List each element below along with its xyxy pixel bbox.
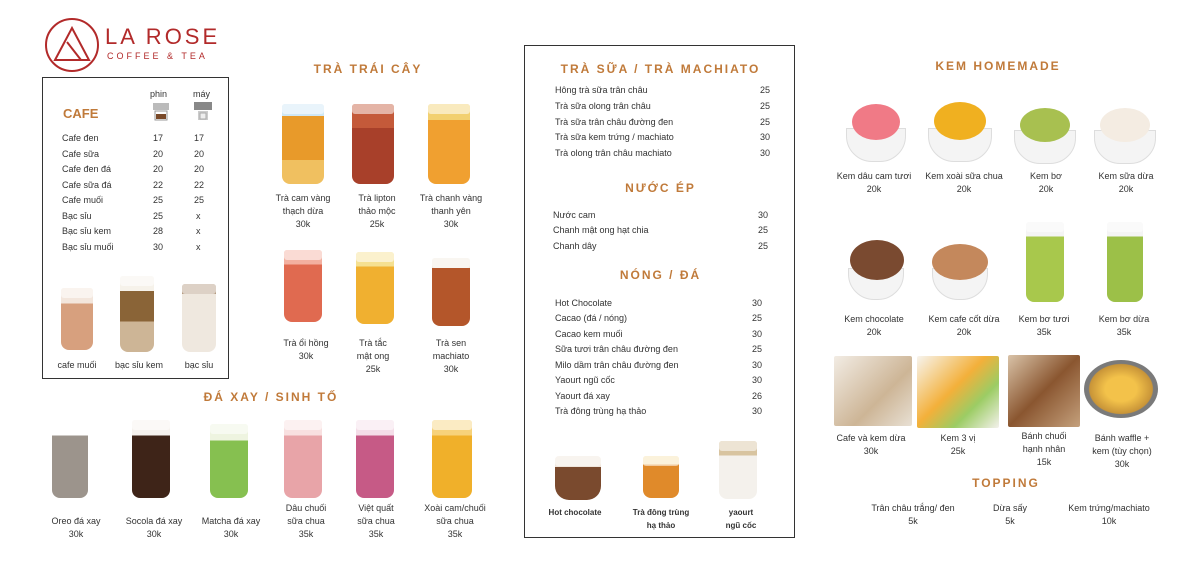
cafe-section [42, 77, 229, 379]
tra-tac-photo [356, 252, 394, 324]
banh-chuoi-photo [1008, 355, 1080, 427]
menu-row: Hông trà sữa trân châu 25 [555, 85, 770, 95]
menu-row: Cacao kem muối 30 [555, 329, 762, 339]
tra-chanh-vang-photo [428, 104, 470, 184]
da-xay-title: ĐÁ XAY / SINH TỐ [203, 390, 339, 404]
kem-item: Kem bơ 20k [1030, 171, 1062, 194]
kem-title: KEM HOMEMADE [935, 59, 1061, 73]
cafe-row: Bạc sỉu kem 28 x [62, 226, 201, 236]
viet-quat-photo [356, 420, 394, 498]
menu-row: Trà olong trân châu machiato 30 [555, 148, 770, 158]
cafe-row: Cafe muối 25 25 [62, 195, 205, 205]
menu-row: Hot Chocolate 30 [555, 298, 762, 308]
menu-row: Nước cam 30 [553, 210, 768, 220]
tra-dong-trung-photo [643, 456, 679, 498]
kem-item: Kem cafe cốt dừa 20k [928, 314, 1000, 337]
kem-sua-dua-scoop [1100, 108, 1150, 142]
bac-siu-kem-photo [120, 276, 154, 352]
kem-item: Kem chocolate 20k [844, 314, 904, 337]
menu-row: Trà sữa olong trân châu 25 [555, 101, 770, 111]
kem-item: Bánh waffle + kem (tùy chọn) 30k [1092, 433, 1152, 469]
matcha-photo [210, 424, 248, 498]
da-xay-item: Dâu chuối sữa chua 35k [285, 503, 327, 539]
nuoc-ep-title: NƯỚC ÉP [625, 181, 696, 195]
cafe-col-phin: phin [150, 89, 168, 99]
cafe-row: Bạc sỉu 25 x [62, 211, 201, 221]
menu-row: Milo dầm trân châu đường đen 30 [555, 360, 762, 370]
brand-name: LA ROSE [105, 24, 221, 49]
tra-trai-cay-item: Trà sen machiato 30k [432, 338, 470, 374]
tra-lipton-photo [352, 104, 394, 184]
phin-filter-icon [150, 100, 172, 122]
menu-row: Trà sữa kem trứng / machiato 30 [555, 132, 770, 142]
oreo-photo [52, 420, 88, 498]
kem-item: Kem 3 vị 25k [940, 433, 976, 456]
tra-sua-title: TRÀ SỮA / TRÀ MACHIATO [560, 62, 761, 76]
kem-dau-scoop [852, 104, 900, 140]
tra-trai-cay-item: Trà tắc mật ong 25k [356, 338, 390, 374]
cafe-row: Cafe sữa 20 20 [62, 149, 205, 159]
kem-item: Kem sữa dừa 20k [1098, 171, 1154, 194]
kem-3-vi-photo [917, 356, 999, 428]
cafe-photo-label: cafe muối [57, 360, 97, 370]
nong-da-title: NÓNG / ĐÁ [619, 268, 702, 282]
cafe-row: Cafe đen 17 17 [62, 133, 205, 143]
kem-cafe-scoop [932, 244, 988, 280]
tra-trai-cay-item: Trà ổi hồng 30k [283, 338, 329, 361]
tra-oi-hong-photo [284, 250, 322, 322]
xoai-photo [432, 420, 472, 498]
kem-item: Kem dâu cam tươi 20k [836, 171, 912, 194]
topping-item: Dừa sấy 5k [992, 503, 1028, 526]
da-xay-item: Matcha đá xay 30k [201, 516, 261, 539]
hot-chocolate-photo [555, 456, 601, 500]
kem-item: Bánh chuối hạnh nhân 15k [1021, 431, 1067, 467]
cafe-title: CAFE [63, 106, 99, 121]
menu-row: Chanh dây 25 [553, 241, 768, 251]
kem-item: Kem bơ dừa 35k [1098, 314, 1150, 337]
cafe-kem-dua-photo [834, 356, 912, 426]
da-xay-item: Socola đá xay 30k [125, 516, 183, 539]
kem-item: Kem bơ tươi 35k [1018, 314, 1070, 337]
kem-bo-scoop [1020, 108, 1070, 142]
cafe-photo-label: bạc sỉu kem [114, 360, 164, 370]
menu-row: Yaourt đá xay 26 [555, 391, 762, 401]
da-xay-item: Oreo đá xay 30k [51, 516, 101, 539]
cafe-row: Bạc sỉu muối 30 x [62, 242, 201, 252]
tra-trai-cay-title: TRÀ TRÁI CÂY [313, 62, 423, 76]
topping-item: Trân châu trắng/ đen 5k [871, 503, 955, 526]
cafe-row: Cafe đen đá 20 20 [62, 164, 205, 174]
da-xay-item: Việt quất sữa chua 35k [357, 503, 395, 539]
kem-xoai-scoop [934, 102, 986, 140]
banh-waffle-photo [1084, 360, 1158, 418]
kem-chocolate-scoop [850, 240, 904, 280]
hot-chocolate-label: Hot chocolate [548, 508, 602, 517]
da-xay-item: Xoài cam/chuối sữa chua 35k [424, 503, 486, 539]
cafe-muoi-photo [61, 288, 93, 350]
kem-bo-tuoi-photo [1026, 222, 1064, 302]
tra-cam-vang-photo [282, 104, 324, 184]
topping-item: Kem trứng/machiato 10k [1068, 503, 1150, 526]
menu-row: Sữa tươi trân châu đường đen 25 [555, 344, 762, 354]
yaourt-label: yaourt ngũ cốc [725, 508, 757, 530]
cafe-photo-label: bạc sỉu [184, 360, 214, 370]
yaourt-photo [719, 441, 757, 499]
tra-trai-cay-item: Trà lipton thảo mộc 25k [358, 193, 396, 229]
kem-bo-dua-photo [1107, 222, 1143, 302]
cafe-col-may: máy [193, 89, 211, 99]
dau-chuoi-photo [284, 420, 322, 498]
logo-emblem [45, 18, 99, 72]
drinks-menu-panel [524, 45, 795, 538]
menu-row: Chanh mật ong hạt chia 25 [553, 225, 768, 235]
kem-item: Cafe và kem dừa 30k [836, 433, 906, 456]
menu-row: Trà sữa trân châu đường đen 25 [555, 117, 770, 127]
topping-title: TOPPING [972, 476, 1040, 490]
brand-tagline: COFFEE & TEA [107, 51, 208, 61]
tra-dong-trung-label: Trà đông trùng hạ thảo [632, 508, 690, 530]
menu-row: Trà đông trùng hạ thảo 30 [555, 406, 762, 416]
bac-siu-photo [182, 284, 216, 352]
cafe-row: Cafe sữa đá 22 22 [62, 180, 205, 190]
kem-item: Kem xoài sữa chua 20k [925, 171, 1003, 194]
menu-row: Yaourt ngũ cốc 30 [555, 375, 762, 385]
tra-sen-photo [432, 258, 470, 326]
tra-trai-cay-item: Trà chanh vàng thanh yên 30k [419, 193, 483, 229]
espresso-machine-icon [192, 100, 214, 122]
socola-photo [132, 420, 170, 498]
menu-row: Cacao (đá / nóng) 25 [555, 313, 762, 323]
tra-trai-cay-item: Trà cam vàng thạch dừa 30k [275, 193, 331, 229]
